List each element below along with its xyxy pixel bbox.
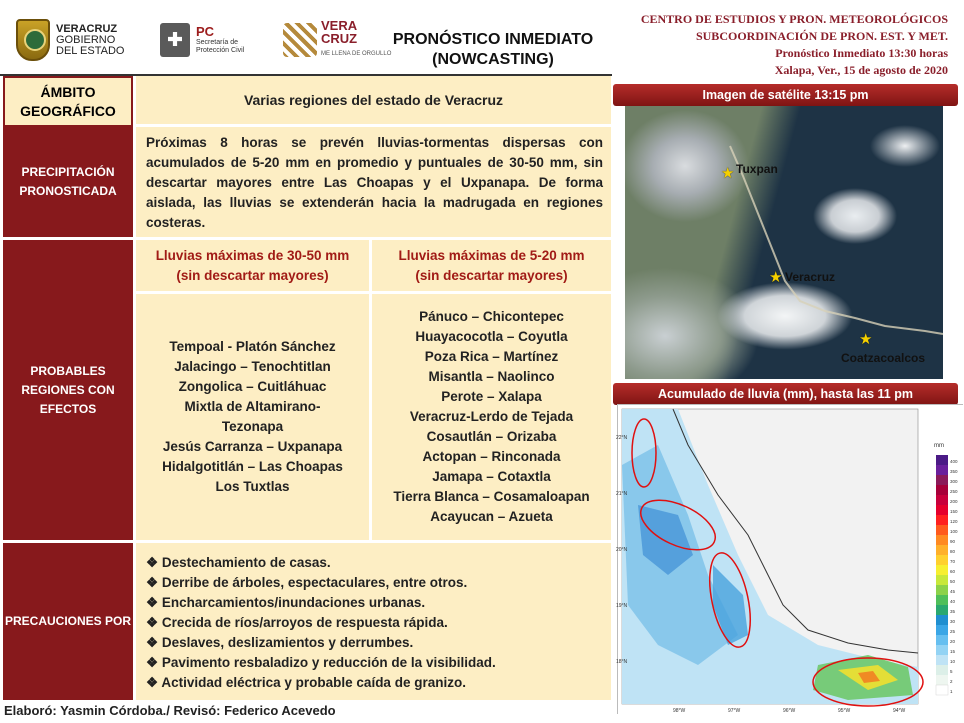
list-item: Jamapa – Cotaxtla [432,469,551,484]
star-icon: ★ [859,331,873,348]
lat-label: 20°N [616,547,628,553]
star-icon: ★ [721,165,735,182]
rain-map-graphic [618,405,964,715]
list-item: Zongolica – Cuitláhuac [178,379,327,394]
lon-label: 98°W [673,708,686,714]
coat-of-arms-icon [16,19,50,61]
legend-value: 20 [950,639,956,644]
lat-label: 21°N [616,491,628,497]
gov-logo-line1: VERACRUZ [56,22,118,35]
list-item: Actopan – Rinconada [422,449,561,464]
title-line2: (NOWCASTING) [432,51,554,68]
city-label: Tuxpan [736,162,778,176]
list-item: Cosautlán – Orizaba [426,429,557,444]
ambito-label: ÁMBITO GEOGRÁFICO [3,76,133,127]
legend-value: 15 [950,649,956,654]
precautions-cell [133,543,611,700]
list-item: Tezonapa [221,419,284,434]
page-title [372,30,614,70]
list-item: Perote – Xalapa [441,389,542,404]
precaution-item: ❖ Pavimento resbaladizo y reducción de la visibilidad. [146,655,496,670]
col2-list [369,294,611,543]
credits: Elaboró: Yasmin Córdoba./ Revisó: Federico Acevedo [4,703,336,718]
col1-header [133,240,369,294]
center-info [618,11,948,79]
precaution-item: ❖ Destechamiento de casas. [146,555,331,570]
lon-label: 95°W [838,708,851,714]
pc-logo-title: PC [196,24,215,39]
list-item: Mixtla de Altamirano- [184,399,321,414]
lon-label: 94°W [893,708,906,714]
precaution-item: ❖ Crecida de ríos/arroyos de respuesta rápida. [146,615,448,630]
precaution-item: ❖ Actividad eléctrica y probable caída de granizo. [146,675,466,690]
gov-logo-line3: DEL ESTADO [56,44,125,57]
lat-label: 22°N [616,435,628,441]
list-item: Tempoal - Platón Sánchez [169,339,336,354]
legend-value: 100 [950,529,958,534]
col1-list [133,294,369,543]
col2-head-line2: (sin descartar mayores) [415,267,568,283]
list-item: Acayucan – Azueta [430,509,553,524]
satellite-banner: Imagen de satélite 13:15 pm [613,84,958,106]
legend-value: 90 [950,539,956,544]
veracruz-logo-line2: CRUZ [321,31,358,46]
ambito-cell [133,76,611,127]
list-item: Misantla – Naolinco [428,369,555,384]
forecast-table [3,76,611,700]
list-item: Veracruz-Lerdo de Tejada [409,409,574,424]
lat-label: 19°N [616,603,628,609]
city-label: Veracruz [785,270,836,284]
coastline-outline [625,106,943,379]
precaution-item: ❖ Derribe de árboles, espectaculares, entre otros. [146,575,468,590]
legend-value: 80 [950,549,956,554]
lat-label: 18°N [616,659,628,665]
legend-value: 60 [950,569,956,574]
legend-value: 40 [950,599,956,604]
center-line4: Xalapa, Ver., 15 de agosto de 2020 [774,63,948,77]
legend-value: 400 [950,459,958,464]
list-item: Tierra Blanca – Cosamaloapan [393,489,590,504]
legend-value: 350 [950,469,958,474]
legend-value: 50 [950,579,956,584]
col2-head-line1: Lluvias máximas de 5-20 mm [398,247,585,263]
list-item: Los Tuxtlas [215,479,290,494]
legend-value: 2 [950,679,953,684]
center-line1: CENTRO DE ESTUDIOS Y PRON. METEOROLÓGICOS [640,12,948,26]
precip-label: PRECIPITACIÓN PRONOSTICADA [3,127,133,240]
rainmap-banner: Acumulado de lluvia (mm), hasta las 11 pm [613,383,958,405]
gov-logo-line2: GOBIERNO [56,33,116,46]
list-item: Jesús Carranza – Uxpanapa [162,439,343,454]
ambito-value: Varias regiones del estado de Veracruz [243,92,504,108]
col1-head-line2: (sin descartar mayores) [176,267,329,283]
proteccion-civil-logo [160,18,244,62]
precip-value: Próximas 8 horas se prevén lluvias-tormentas dispersas con acumulados de 5-20 mm en promedio y puntuales de 30-50 mm, sin descartar mayores entre Las Choapas y el Uxpanapa. De forma aislada, las lluvias se extenderán hacia la madrugada en regiones costeras. [146,135,603,230]
legend-value: 25 [950,629,956,634]
city-label: Coatzacoalcos [841,351,926,365]
star-icon: ★ [769,269,783,286]
regions-label: PROBABLES REGIONES CON EFECTOS [3,240,133,543]
legend-value: 200 [950,499,958,504]
col2-header [369,240,611,294]
legend-value: 150 [950,509,958,514]
center-line2: SUBCOORDINACIÓN DE PRON. EST. Y MET. [695,29,948,43]
legend-value: 120 [950,519,958,524]
title-line1: PRONÓSTICO INMEDIATO [392,31,594,48]
list-item: Jalacingo – Tenochtitlan [174,359,331,374]
legend-value: 35 [950,609,956,614]
legend-value: 30 [950,619,956,624]
legend-value: 5 [950,669,953,674]
precip-cell [133,127,611,240]
gobierno-veracruz-logo [16,18,124,62]
legend-value: 300 [950,479,958,484]
precaution-item: ❖ Deslaves, deslizamientos y derrumbes. [146,635,414,650]
legend-value: 10 [950,659,956,664]
pattern-emblem-icon [283,23,317,57]
list-item: Poza Rica – Martínez [424,349,559,364]
precaution-item: ❖ Encharcamientos/inundaciones urbanas. [146,595,426,610]
veracruz-logo-line1: VERA [321,18,358,33]
center-line3: Pronóstico Inmediato 13:30 horas [775,46,948,60]
lon-label: 96°W [783,708,796,714]
legend-value: 250 [950,489,958,494]
legend-unit: mm [934,443,944,449]
veracruz-logo-slogan: ME LLENA DE ORGULLO [321,51,392,57]
list-item: Huayacocotla – Coyutla [415,329,568,344]
legend-value: 70 [950,559,956,564]
lon-label: 97°W [728,708,741,714]
pc-logo-line2: Protección Civil [196,47,245,54]
legend-value: 1 [950,689,953,694]
castle-emblem-icon [160,23,190,57]
list-item: Pánuco – Chicontepec [419,309,564,324]
precautions-label: PRECAUCIONES POR [3,543,133,700]
satellite-image [625,106,943,379]
col1-head-line1: Lluvias máximas de 30-50 mm [155,247,350,263]
legend-value: 45 [950,589,956,594]
list-item: Hidalgotitlán – Las Choapas [162,459,343,474]
rain-accumulation-map [617,404,963,714]
pc-logo-line1: Secretaría de [196,39,239,46]
